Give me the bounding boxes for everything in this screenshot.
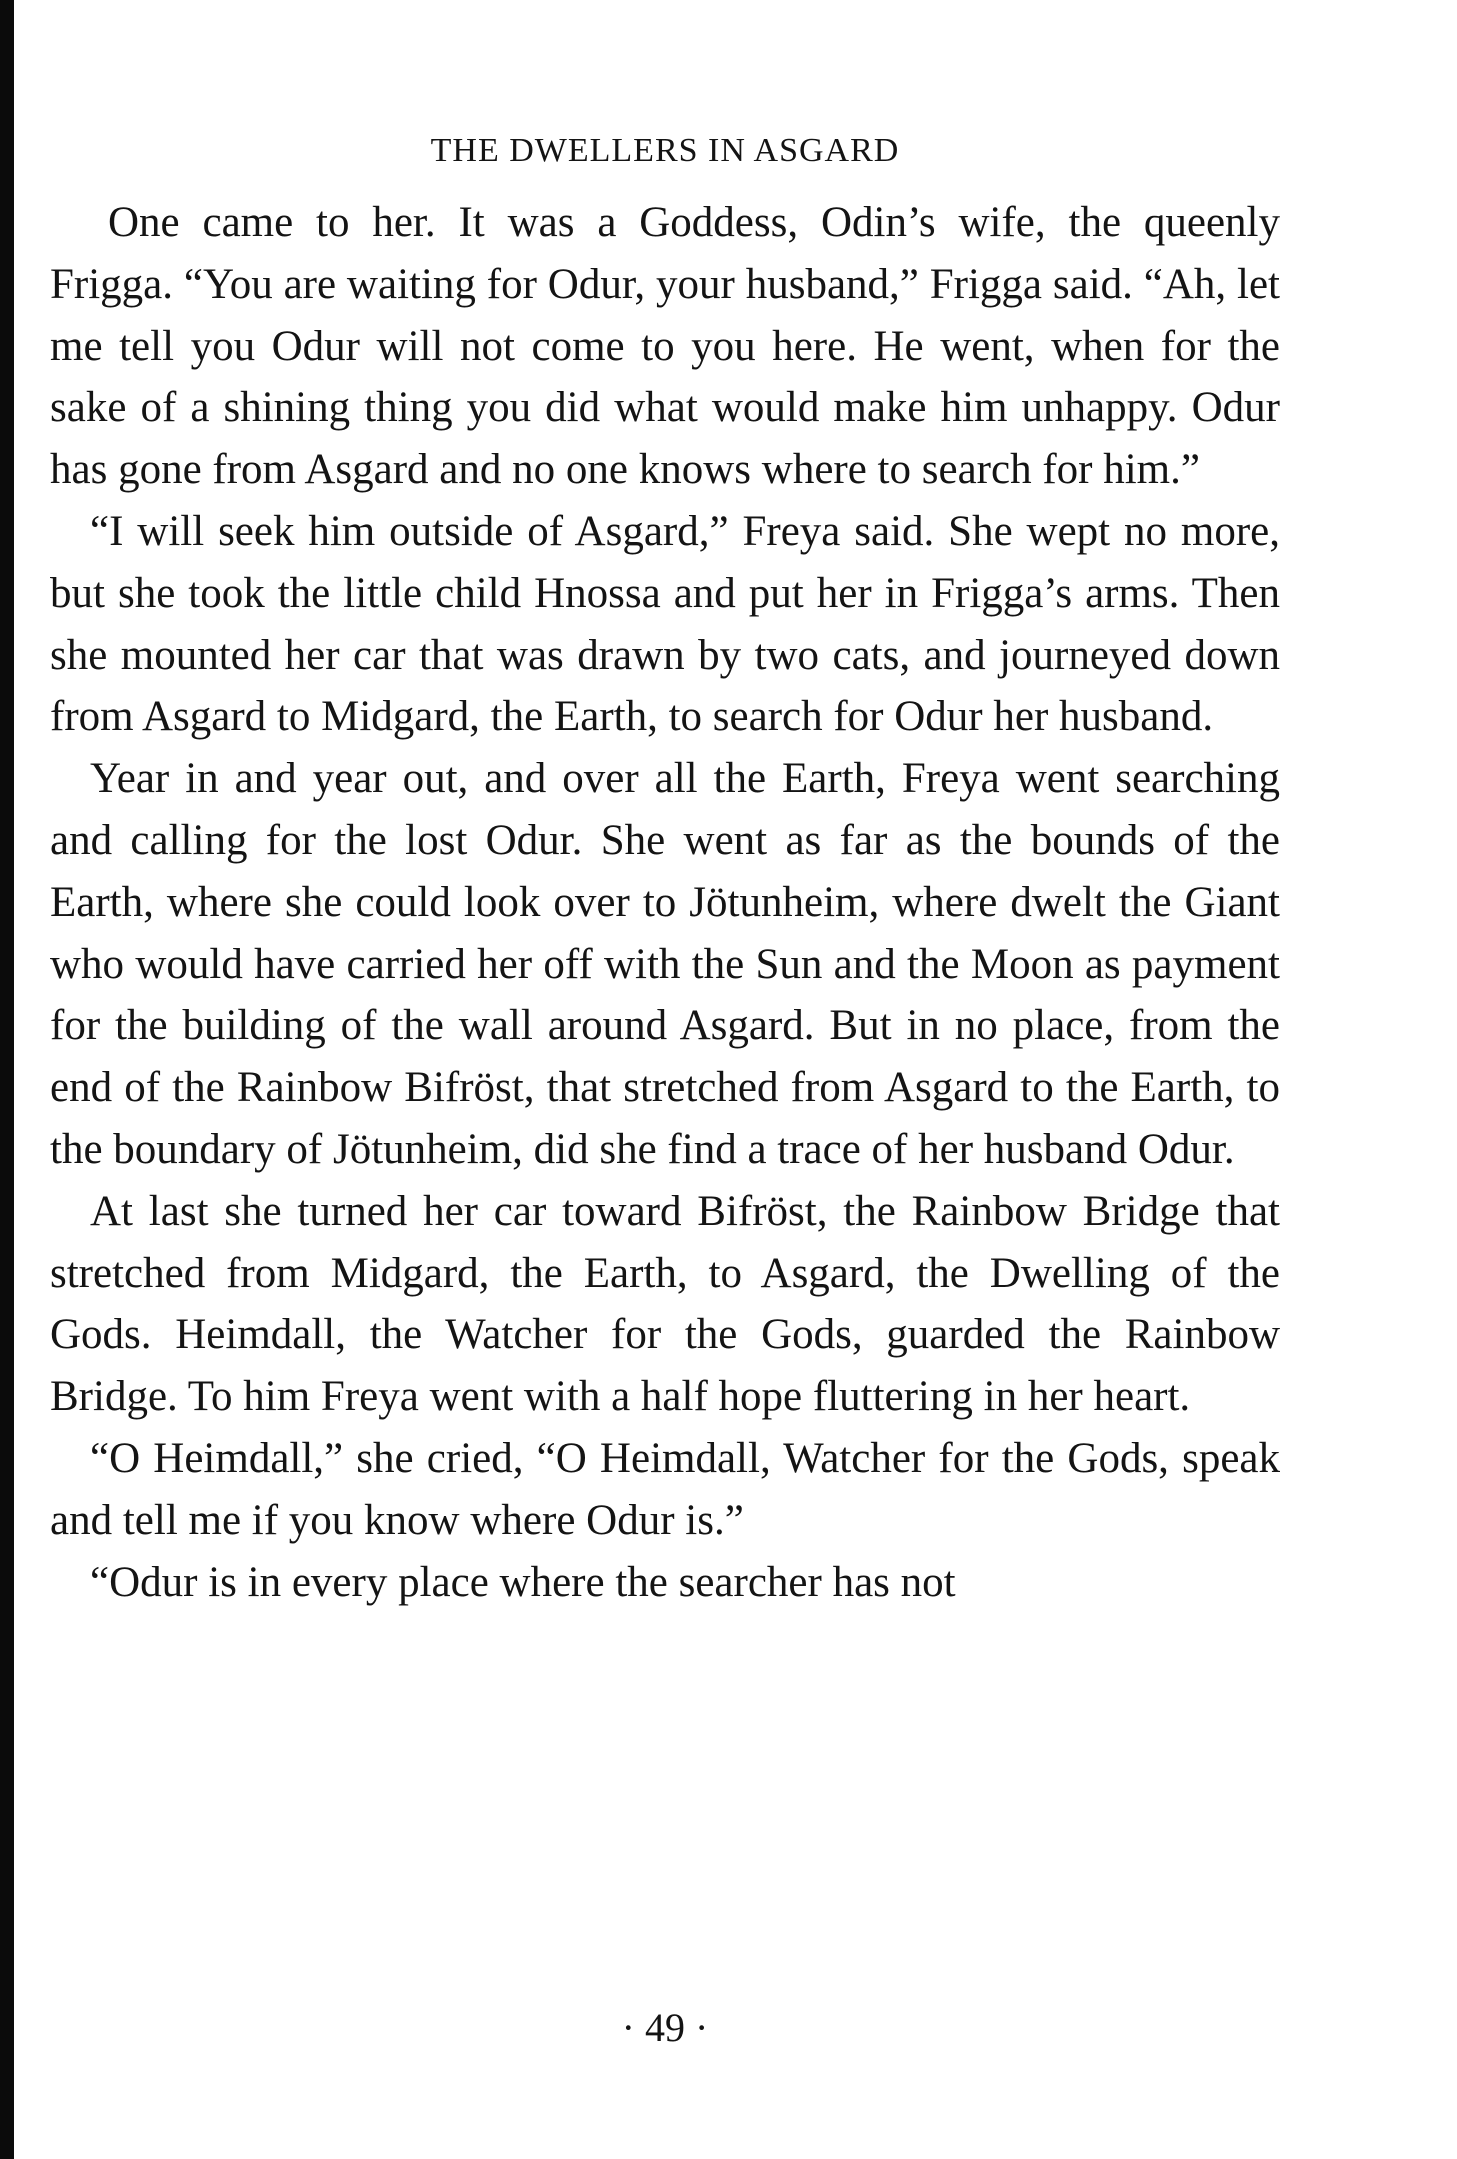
body-text: [50, 192, 1280, 1613]
paragraph-1: One came to her. It was a Goddess, Odin’s wife, the queenly Frigga. “You are waiting for Odur, your husband,” Frigga said. “Ah, let me tell you Odur will not come to you here. He went, when for the sake of a shining thing you did what would make him unhappy. Odur has gone from Asgard and no one knows where to search for him.”: [50, 199, 1280, 494]
paragraph-6: “Odur is in every place where the searcher has not: [90, 1558, 956, 1606]
page-number: · 49 ·: [621, 2005, 709, 2050]
running-head: THE DWELLERS IN ASGARD: [430, 132, 900, 169]
paragraph-4: At last she turned her car toward Bifröst, the Rainbow Bridge that stretched from Midgard, the Earth, to Asgard, the Dwelling of the Gods. Heimdall, the Watcher for the Gods, guarded the Rainbow Bridge. To him Freya went with a half hope fluttering in her heart.: [50, 1187, 1280, 1421]
paragraph-3: Year in and year out, and over all the Earth, Freya went searching and calling for the lost Odur. She went as far as the bounds of the Earth, where she could look over to Jötunheim, where dwelt the Giant who would have carried her off with the Sun and the Moon as payment for the building of the wall around Asgard. But in no place, from the end of the Rainbow Bifröst, that stretched from Asgard to the Earth, to the boundary of Jötunheim, did she find a trace of her husband Odur.: [50, 755, 1280, 1173]
book-page: [50, 0, 1280, 2159]
page-edge-shadow: [0, 0, 14, 2159]
paragraph-5: “O Heimdall,” she cried, “O Heimdall, Watcher for the Gods, speak and tell me if you know where Odur is.”: [50, 1434, 1280, 1544]
paragraph-2: “I will seek him outside of Asgard,” Freya said. She wept no more, but she took the little child Hnossa and put her in Frigga’s arms. Then she mounted her car that was drawn by two cats, and journeyed down from Asgard to Midgard, the Earth, to search for Odur her husband.: [50, 507, 1280, 741]
